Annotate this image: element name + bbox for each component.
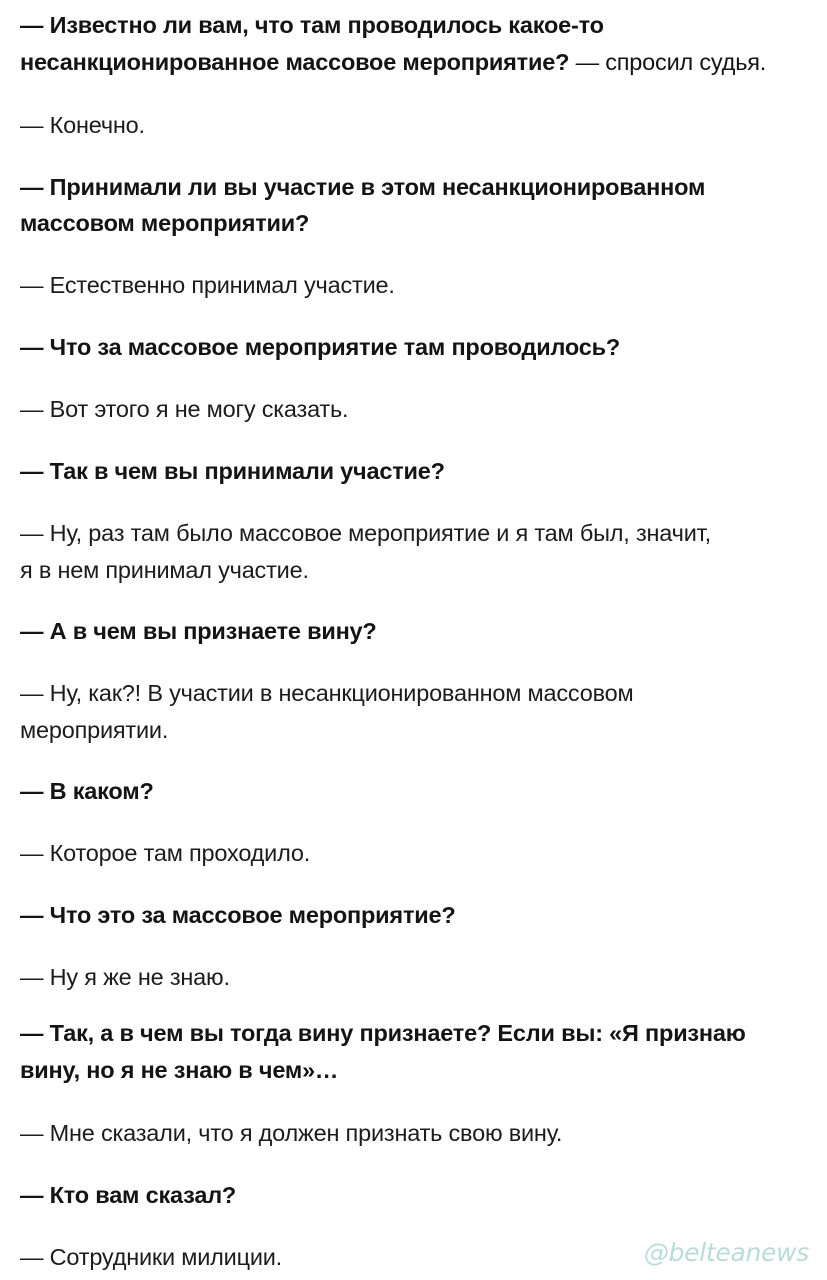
judge-question-9: — Кто вам сказал?	[20, 1182, 237, 1208]
judge-question-1-line-1: — Известно ли вам, что там проводилось какое-то	[20, 12, 604, 38]
answer-9: — Сотрудники милиции.	[20, 1244, 283, 1270]
judge-question-8-line-1: — Так, а в чем вы тогда вину признаете? Если вы: «Я признаю	[20, 1020, 746, 1046]
judge-question-7: — Что это за массовое мероприятие?	[20, 902, 456, 928]
answer-7: — Ну я же не знаю.	[20, 964, 230, 990]
judge-question-3: — Что за массовое мероприятие там проводилось?	[20, 334, 621, 360]
answer-4-line-2: я в нем принимал участие.	[20, 557, 309, 583]
channel-watermark: @belteanews	[643, 1238, 809, 1267]
answer-3: — Вот этого я не могу сказать.	[20, 396, 349, 422]
judge-question-4: — Так в чем вы принимали участие?	[20, 458, 445, 484]
answer-4-line-1: — Ну, раз там было массовое мероприятие и я там был, значит,	[20, 520, 711, 546]
judge-question-2-line-2: массовом мероприятии?	[20, 210, 310, 236]
answer-5-line-2: мероприятии.	[20, 717, 169, 743]
answer-6: — Которое там проходило.	[20, 840, 311, 866]
answer-1: — Конечно.	[20, 112, 145, 138]
answer-8: — Мне сказали, что я должен признать свою вину.	[20, 1120, 563, 1146]
judge-question-1-line-2	[20, 45, 766, 79]
judge-question-5: — А в чем вы признаете вину?	[20, 618, 377, 644]
judge-question-6: — В каком?	[20, 778, 154, 804]
judge-question-1-bold: несанкционированное массовое мероприятие?	[20, 49, 570, 75]
answer-2: — Естественно принимал участие.	[20, 272, 395, 298]
judge-question-2-line-1: — Принимали ли вы участие в этом несанкционированном	[20, 174, 706, 200]
answer-5-line-1: — Ну, как?! В участии в несанкционированном массовом	[20, 680, 634, 706]
judge-question-1-attribution: — спросил судья.	[569, 49, 767, 75]
judge-question-8-line-2: вину, но я не знаю в чем»…	[20, 1057, 339, 1083]
